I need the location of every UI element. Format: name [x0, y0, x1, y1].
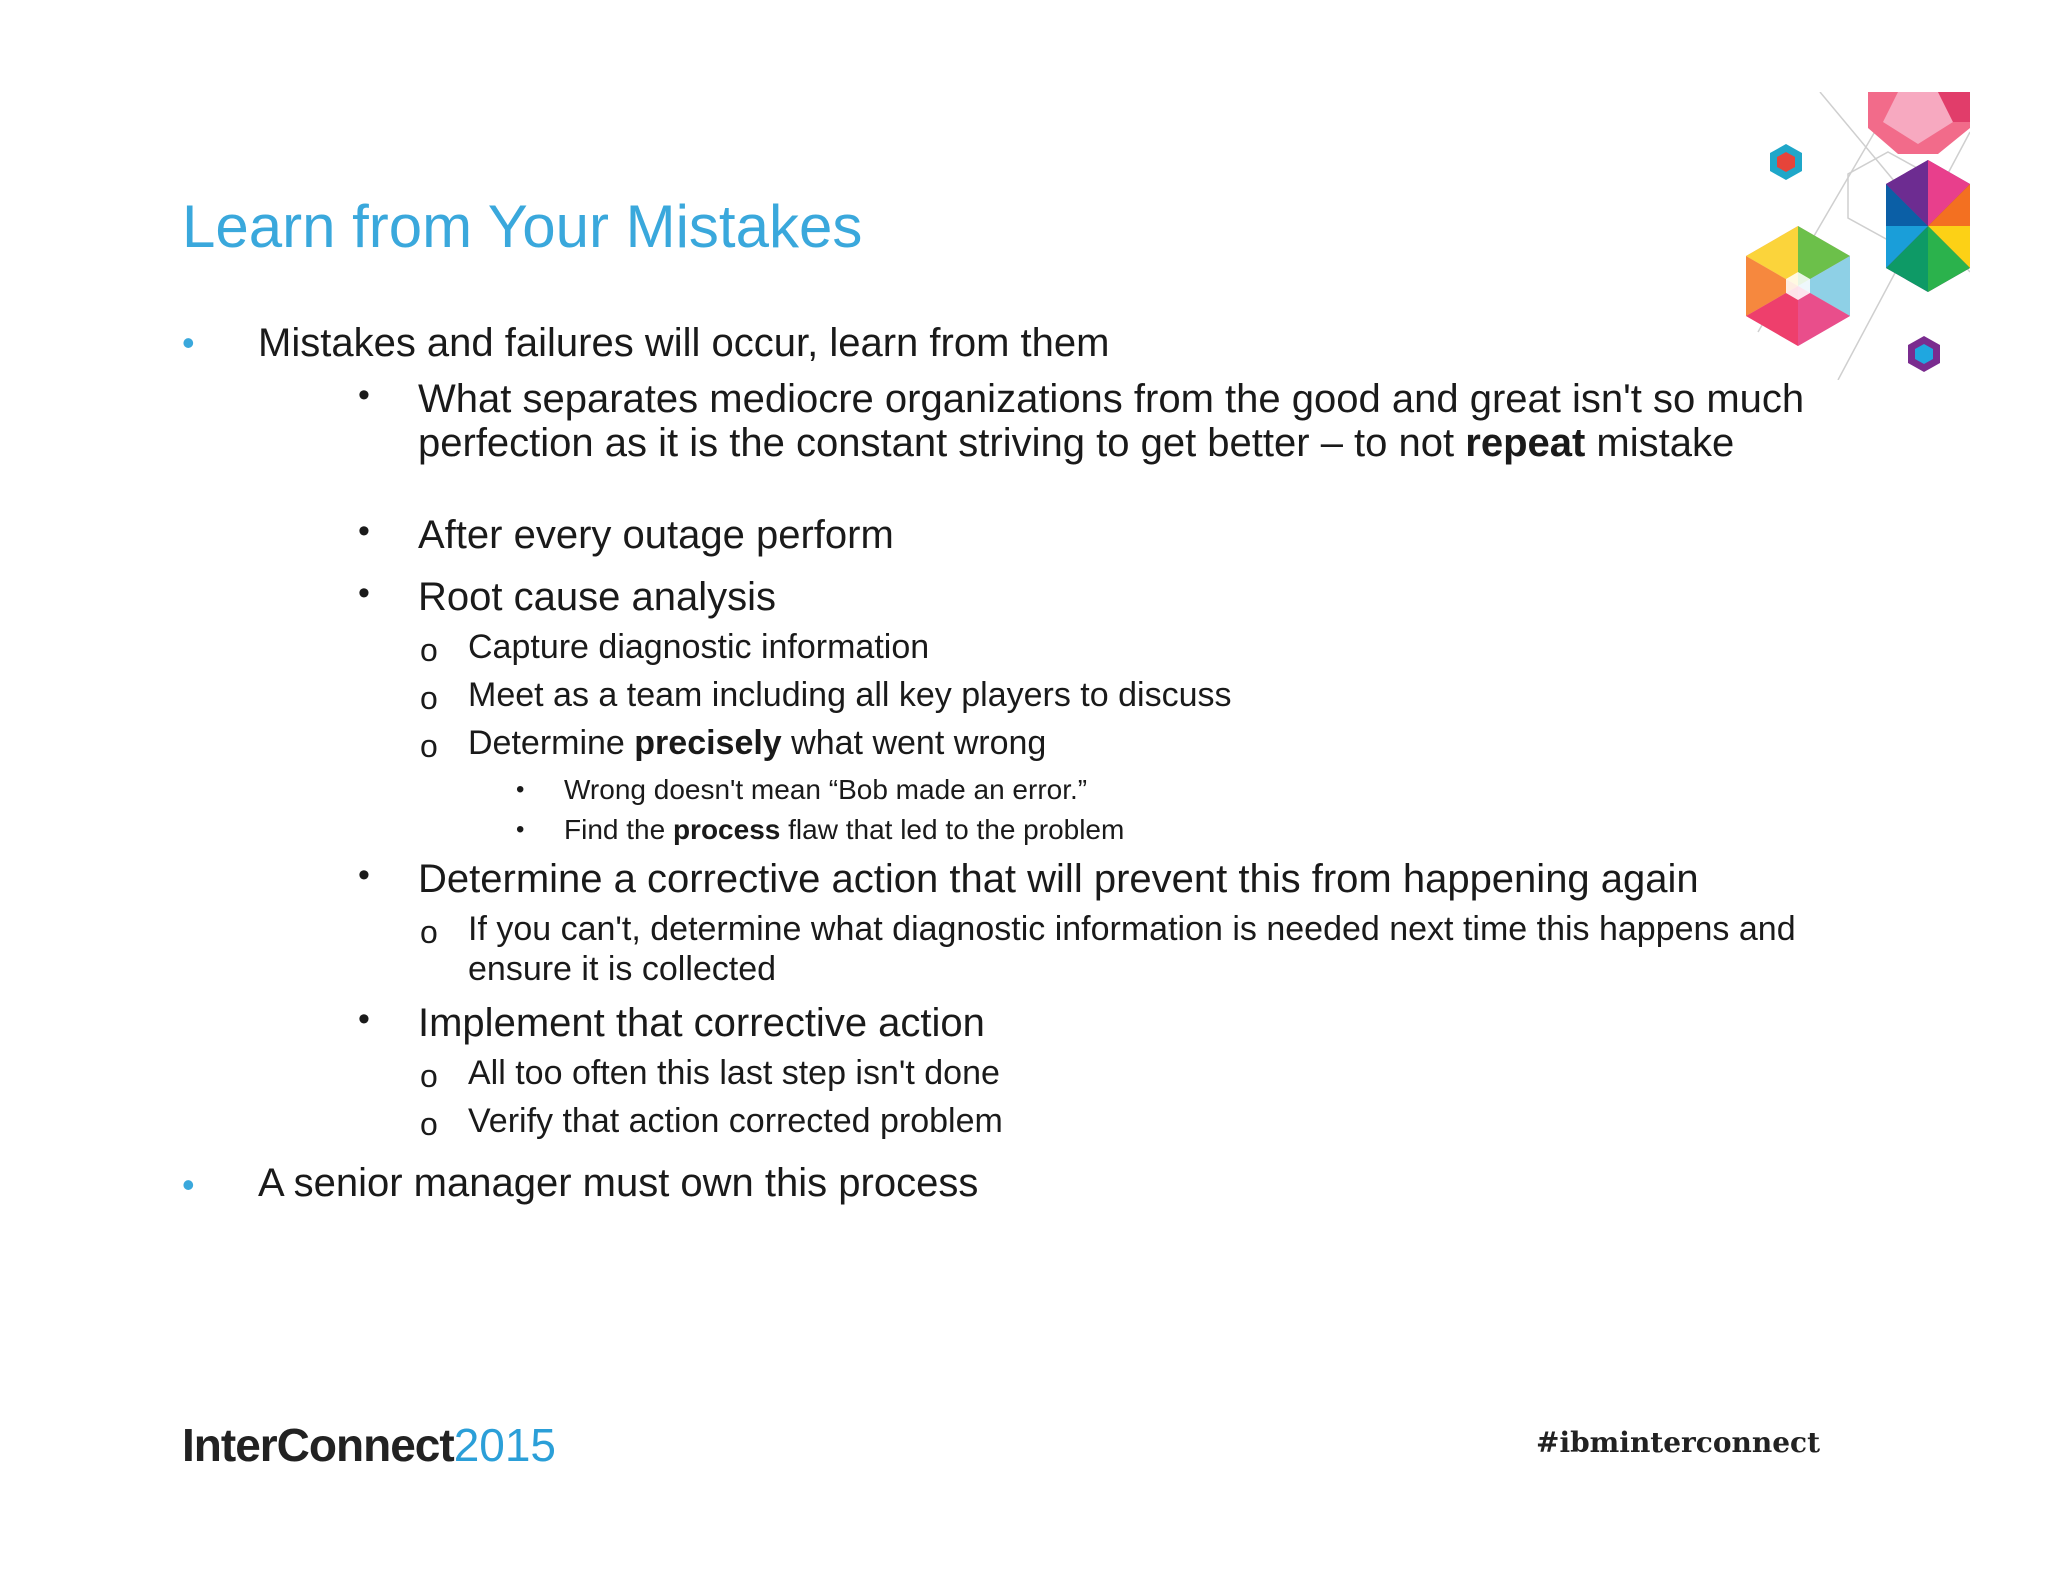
bullet-marker: •: [358, 1000, 370, 1038]
bullet-text: Determine a corrective action that will prevent this from happening again: [418, 857, 1699, 901]
sub-bullet-marker: o: [420, 632, 438, 668]
sub-bullet-text: Capture diagnostic information: [468, 628, 930, 666]
sub-bullet-text-continued: ensure it is collected: [468, 950, 777, 988]
sub-bullet-marker: o: [420, 1106, 438, 1142]
sub-bullet-text: If you can't, determine what diagnostic information is needed next time this happens and: [468, 910, 1796, 948]
sub-bullet-text: Verify that action corrected problem: [468, 1102, 1003, 1140]
bullet-marker: •: [182, 1164, 195, 1205]
sub-bullet-marker: o: [420, 680, 438, 716]
bullet-text: Root cause analysis: [418, 575, 776, 619]
bullet-text: After every outage perform: [418, 513, 894, 557]
hashtag-label: #ibminterconnect: [1536, 1426, 1821, 1459]
bullet-text-continued: perfection as it is the constant striving to get better – to not repeat mistake: [418, 421, 1735, 465]
slide-title: Learn from Your Mistakes: [182, 193, 863, 260]
sub-bullet-text: Determine precisely what went wrong: [468, 724, 1047, 762]
sub-sub-bullet-marker: •: [516, 816, 525, 843]
sub-bullet-text: All too often this last step isn't done: [468, 1054, 1000, 1092]
sub-sub-bullet-text: Find the process flaw that led to the problem: [564, 814, 1125, 845]
sub-bullet-marker: o: [420, 1058, 438, 1094]
sub-bullet-text: Meet as a team including all key players to discuss: [468, 676, 1232, 714]
bullet-marker: •: [358, 856, 370, 894]
sub-bullet-marker: o: [420, 728, 438, 764]
sub-sub-bullet-marker: •: [516, 776, 525, 803]
hexagon-art-icon: [1738, 92, 1970, 380]
sub-sub-bullet-text: Wrong doesn't mean “Bob made an error.”: [564, 774, 1088, 805]
bullet-text: What separates mediocre organizations from the good and great isn't so much: [418, 377, 1805, 421]
bullet-text: A senior manager must own this process: [258, 1161, 979, 1205]
bullet-marker: •: [358, 376, 370, 414]
bullet-marker: •: [358, 574, 370, 612]
bullet-marker: •: [182, 322, 195, 363]
interconnect-logo: InterConnect2015: [182, 1419, 557, 1471]
bullet-text: Mistakes and failures will occur, learn from them: [258, 321, 1110, 365]
bullet-marker: •: [358, 512, 370, 550]
sub-bullet-marker: o: [420, 914, 438, 950]
bullet-text: Implement that corrective action: [418, 1001, 985, 1045]
